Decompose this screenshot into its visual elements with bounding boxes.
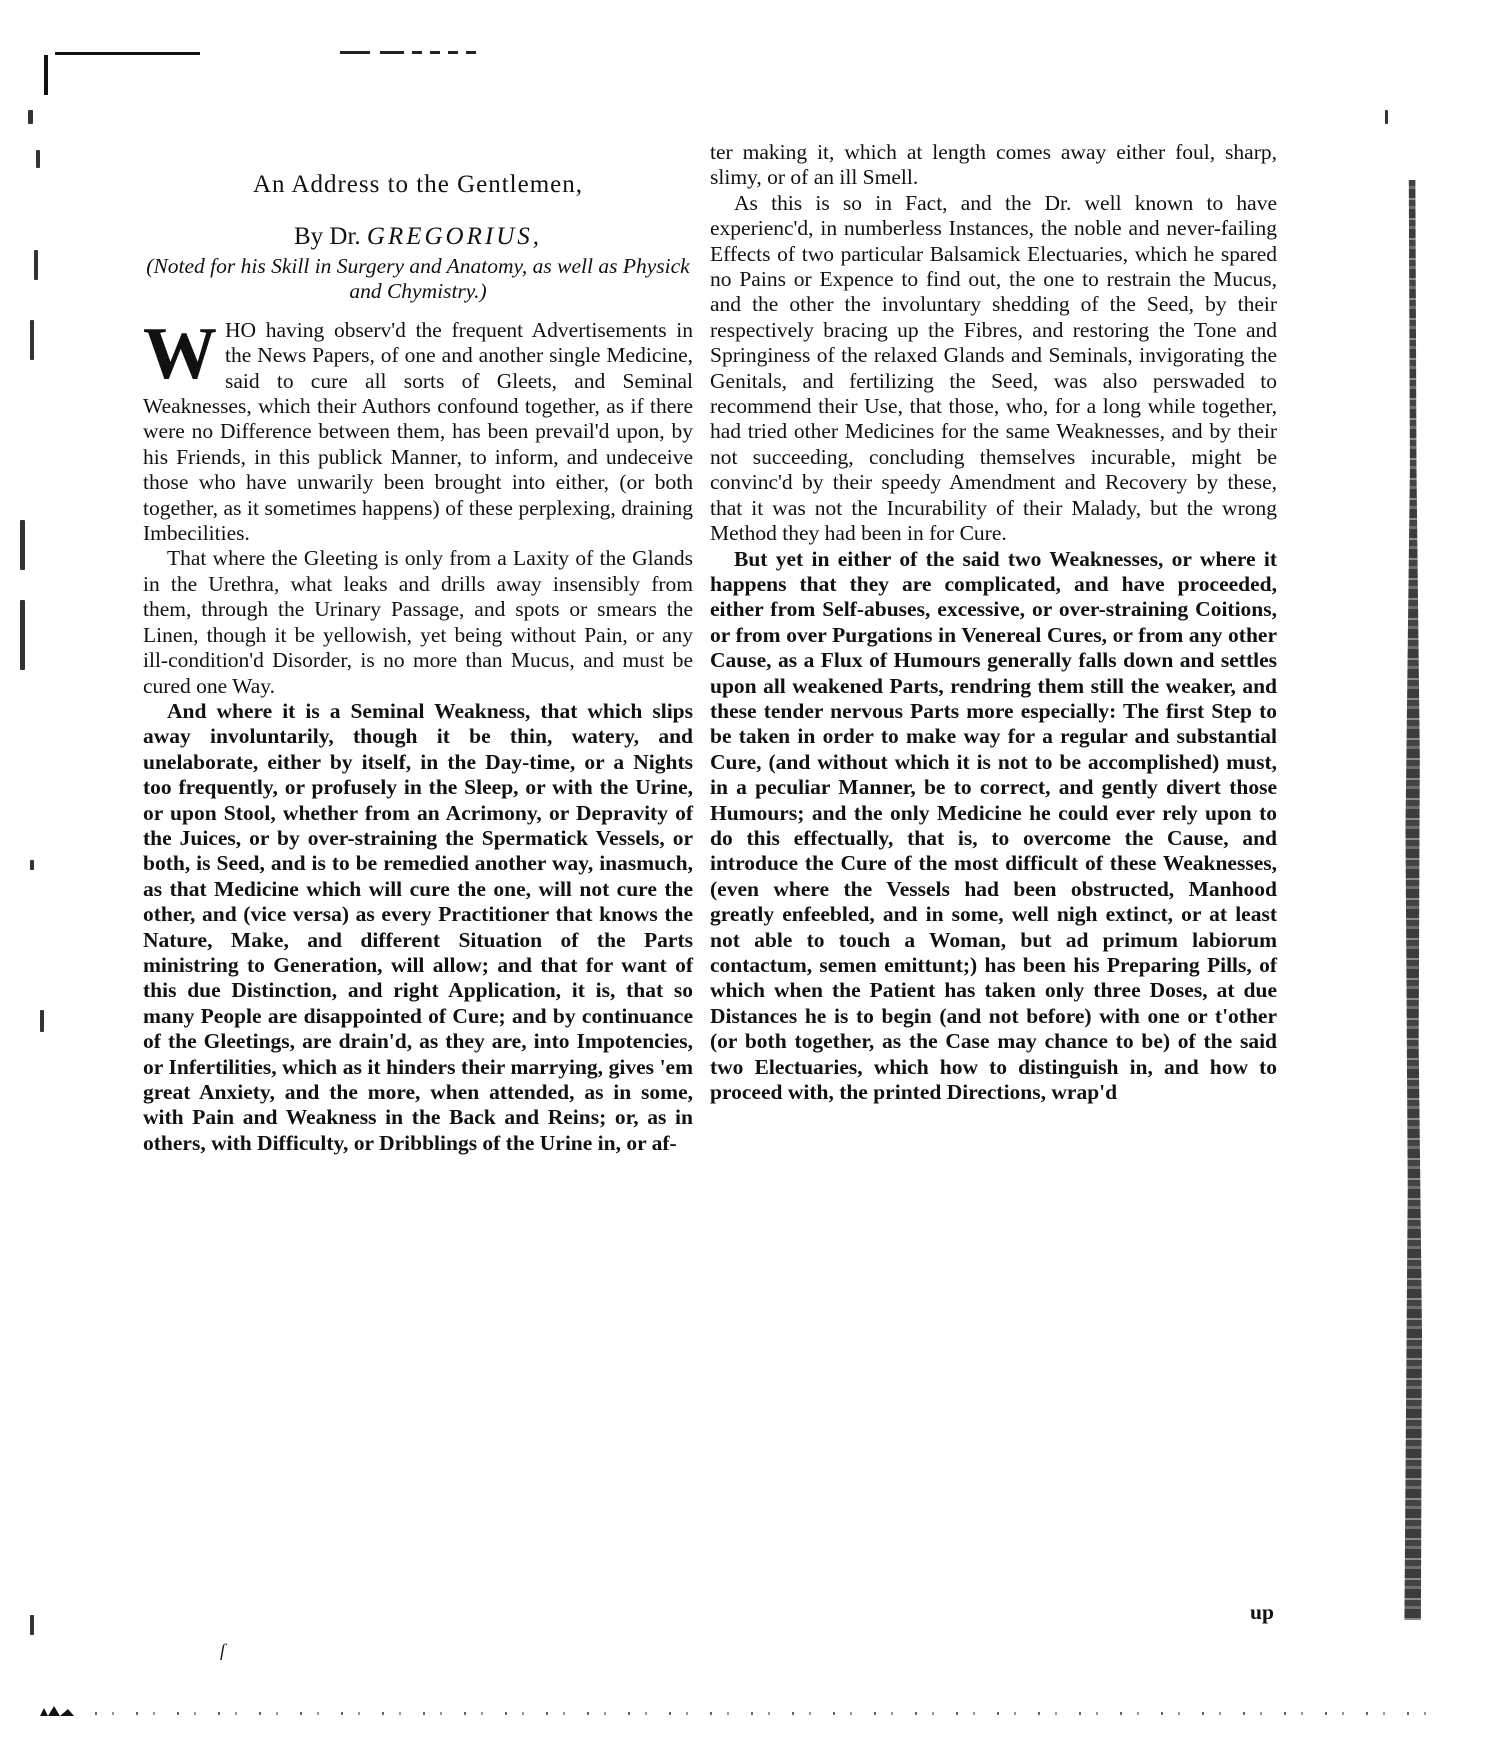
scan-speck <box>40 1010 44 1032</box>
paragraph: That where the Gleeting is only from a Laxity of the Glands in the Urethra, what leaks and drills away insensibly from them, through the Urinary Passage, and spots or smears the Linen, though it be yellowish, yet being without Pain, or any ill-condition'd Disorder, is no more than Mucus, and must be cured one Way. <box>143 546 693 698</box>
paragraph: As this is so in Fact, and the Dr. well known to have experienc'd, in numberless Instances, the noble and never-failing Effects of two particular Balsamick Electuaries, which he spared no Pains or Expence to find out, the one to restrain the Mucus, and the other the involuntary shedding of the Seed, by their respectively bracing up the Fibres, and restoring the Tone and Springiness of the relaxed Glands and Seminals, invigorating the Genitals, and fertilizing the Seed, was also perswaded to recommend their Use, that those, who, for a long while together, had tried other Medicines for the same Weaknesses, and by their not succeeding, concluding themselves incurable, might be convinc'd by their speedy Amendment and Recovery by these, that it was not the Incurability of their Malady, but the wrong Method they had been in for Cure. <box>710 190 1277 546</box>
scan-dash <box>380 51 404 54</box>
author-note: (Noted for his Skill in Surgery and Anatomy, as well as Physick and Chymistry.) <box>146 253 690 303</box>
scan-speck <box>28 110 33 124</box>
scan-speck <box>20 520 25 570</box>
scan-speck <box>36 150 40 168</box>
paragraph: And where it is a Seminal Weakness, that which slips away involuntarily, though it be thin, watery, and unelaborate, either by itself, in the Day-time, or a Nights too frequently, or profusely in the Sleep, or with the Urine, or upon Stool, whether from an Acrimony, or Depravity of the Juices, or by over-straining the Spermatick Vessels, or both, is Seed, and is to be remedied another way, inasmuch, as that Medicine which will cure the one, will not cure the other, and (vice versa) as every Practitioner that knows the Nature, Make, and different Situation of the Parts ministring to Generation, will allow; and that for want of this due Distinction, and right Application, it is, that so many People are disappointed of Cure; and by continuance of the Gleetings, are drain'd, as they are, into Impotencies, or Infertilities, which as it hinders their marrying, gives 'em great Anxiety, and the more, when attended, as in some, with Pain and Weakness in the Back and Reins; or, as in others, with Difficulty, or Dribblings of the Urine in, or af- <box>143 698 693 1155</box>
paragraph: But yet in either of the said two Weaknesses, or where it happens that they are complicated, and have proceeded, either from Self-abuses, excessive, or over-straining Coitions, or from over Purgations in Venereal Cures, or from any other Cause, as a Flux of Humours generally falls down and settles upon all weakened Parts, rendring them still the weaker, and these tender nervous Parts more especially: The first Step to be taken in order to make way for a regular and substantial Cure, (and without which it is not to be accomplished) must, in a peculiar Manner, be to correct, and gently divert those Humours; and the only Medicine he could ever rely upon to do this effectually, that is, to overcome the Cause, and introduce the Cure of the most difficult of these Weaknesses, (even where the Vessels had been obstructed, Manhood greatly enfeebled, and in some, well nigh extinct, or at least not able to touch a Woman, but ad primum labiorum contactum, semen emittunt;) has been his Preparing Pills, of which when the Patient has taken only three Doses, at due Distances he is to begin (and not before) with one or t'other (or both together, as the Case may chance to be) of the said two Electuaries, which how to distinguish in, and how to proceed with, the printed Directions, wrap'd <box>710 546 1277 1105</box>
byline-prefix: By Dr. <box>293 223 361 251</box>
left-column <box>143 150 693 1156</box>
top-rule-mark <box>55 52 200 55</box>
signature-mark: ſ <box>220 1640 226 1660</box>
scan-bottom-mark <box>40 1706 80 1716</box>
scan-speck <box>1385 110 1388 124</box>
paragraph: ter making it, which at length comes away either foul, sharp, slimy, or of an ill Smell. <box>710 140 1277 190</box>
byline <box>143 224 693 249</box>
scan-dash <box>430 51 440 54</box>
scan-right-edge <box>1400 180 1422 1620</box>
paragraph-text: HO having observ'd the frequent Advertisements in the News Papers, of one and another single Medicine, said to cure all sorts of Gleets, and Seminal Weaknesses, which their Authors confound together, as if there were no Difference between them, has been prevail'd upon, by his Friends, in this publick Manner, to inform, and undeceive those who have unwarily been brought into either, (or both together, as it sometimes happens) of these perplexing, draining Imbecilities. <box>143 317 693 546</box>
scan-dash <box>412 51 422 54</box>
scan-speck <box>34 250 38 280</box>
right-column <box>710 140 1277 1105</box>
scan-dash <box>448 51 458 54</box>
scan-speck <box>30 320 34 360</box>
drop-cap: W <box>143 312 217 395</box>
document-title: An Address to the Gentlemen, <box>252 171 584 198</box>
catchword: up <box>1250 1600 1274 1624</box>
paragraph <box>143 312 693 547</box>
scan-speck <box>30 860 34 870</box>
scan-dash <box>466 51 476 54</box>
scan-speck <box>20 600 25 670</box>
scan-speck <box>30 1615 34 1635</box>
scan-dash <box>340 51 370 54</box>
scan-bottom-dots <box>95 1712 1435 1715</box>
left-rule-mark <box>44 55 48 95</box>
author-name: GREGORIUS, <box>366 223 543 251</box>
